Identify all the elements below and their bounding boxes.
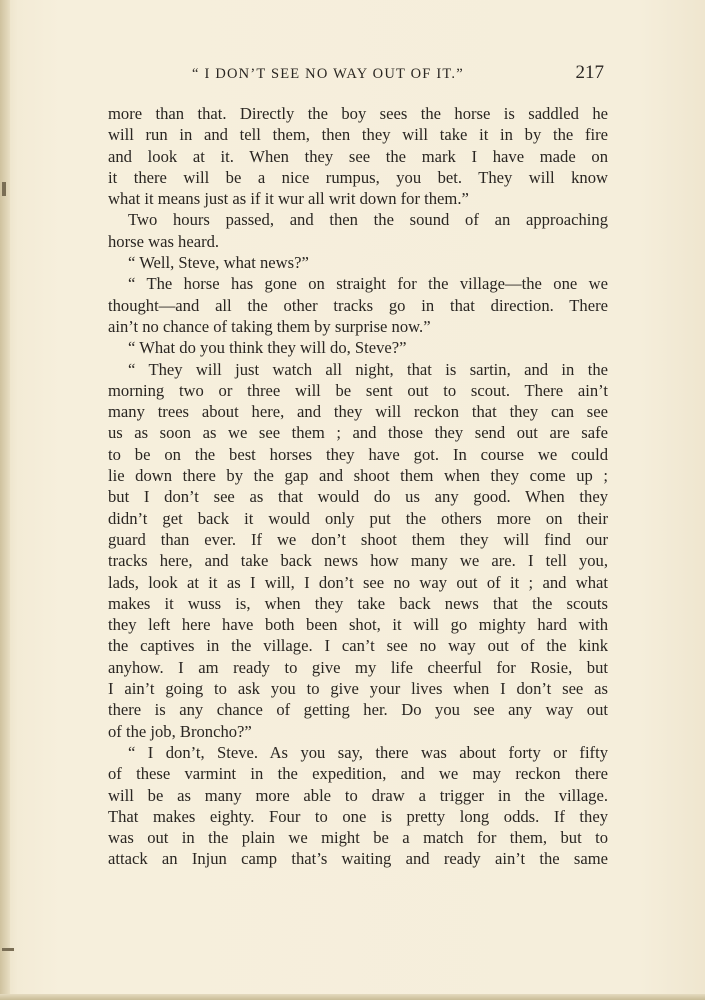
text-line: will run in and tell them, then they will take it in by the fire: [108, 125, 608, 145]
text-line: of the job, Broncho?”: [108, 721, 252, 741]
text-line: it there will be a nice rumpus, you bet. They will know: [108, 167, 608, 187]
text-line: guard than ever. If we don’t shoot them they will find our: [108, 529, 608, 549]
text-line: and look at it. When they see the mark I have made on: [108, 146, 608, 166]
text-line: horse was heard.: [108, 231, 220, 251]
running-head: “ I DON’T SEE NO WAY OUT OF IT.”: [192, 66, 464, 82]
text-line: what it means just as if it wur all writ down for them.”: [108, 189, 469, 209]
margin-mark: [2, 948, 14, 951]
page-binding-edge: [0, 0, 10, 1000]
text-line: morning two or three will be sent out to scout. There ain’t: [108, 380, 608, 400]
text-line: lads, look at it as I will, I don’t see no way out of it ; and what: [108, 572, 608, 592]
text-line: “ What do you think they will do, Steve?”: [128, 338, 407, 358]
text-line: “ They will just watch all night, that is sartin, and in the: [128, 359, 608, 379]
text-line: tracks here, and take back news how many we are. I tell you,: [108, 551, 608, 571]
text-line: to be on the best horses they have got. In course we could: [108, 444, 608, 464]
text-line: makes it wuss is, when they take back news that the scouts: [108, 593, 608, 613]
text-line: “ I don’t, Steve. As you say, there was about forty or fifty: [128, 742, 608, 762]
text-line: “ The horse has gone on straight for the village—the one we: [128, 274, 608, 294]
text-line: lie down there by the gap and shoot them when they come up ;: [108, 466, 608, 486]
text-line: ain’t no chance of taking them by surprise now.”: [108, 316, 431, 336]
text-line: didn’t get back it would only put the others more on their: [108, 508, 608, 528]
text-line: attack an Injun camp that’s waiting and ready ain’t the same: [108, 849, 608, 869]
text-line: “ Well, Steve, what news?”: [128, 253, 309, 273]
margin-mark: [2, 182, 6, 196]
text-line: anyhow. I am ready to give my life cheerful for Rosie, but: [108, 657, 608, 677]
text-line: but I don’t see as that would do us any good. When they: [108, 487, 608, 507]
text-line: will be as many more able to draw a trigger in the village.: [108, 785, 608, 805]
text-line: thought—and all the other tracks go in that direction. There: [108, 295, 608, 315]
body-text: [108, 103, 608, 870]
text-line: I ain’t going to ask you to give your lives when I don’t see as: [108, 679, 608, 699]
text-line: more than that. Directly the boy sees the horse is saddled he: [108, 104, 608, 123]
text-line: That makes eighty. Four to one is pretty long odds. If they: [108, 806, 608, 826]
text-line: they left here have both been shot, it will go mighty hard with: [108, 615, 608, 635]
text-line: many trees about here, and they will reckon that they can see: [108, 402, 608, 422]
text-line: of these varmint in the expedition, and we may reckon there: [108, 764, 608, 784]
text-line: the captives in the village. I can’t see no way out of the kink: [108, 636, 608, 656]
page-header: [108, 62, 608, 88]
text-line: Two hours passed, and then the sound of an approaching: [128, 210, 608, 230]
text-line: us as soon as we see them ; and those they send out are safe: [108, 423, 608, 443]
text-line: there is any chance of getting her. Do you see any way out: [108, 700, 608, 720]
page-bottom-edge: [0, 994, 705, 1000]
text-line: was out in the plain we might be a match for them, but to: [108, 828, 608, 848]
page-number: 217: [575, 62, 604, 83]
